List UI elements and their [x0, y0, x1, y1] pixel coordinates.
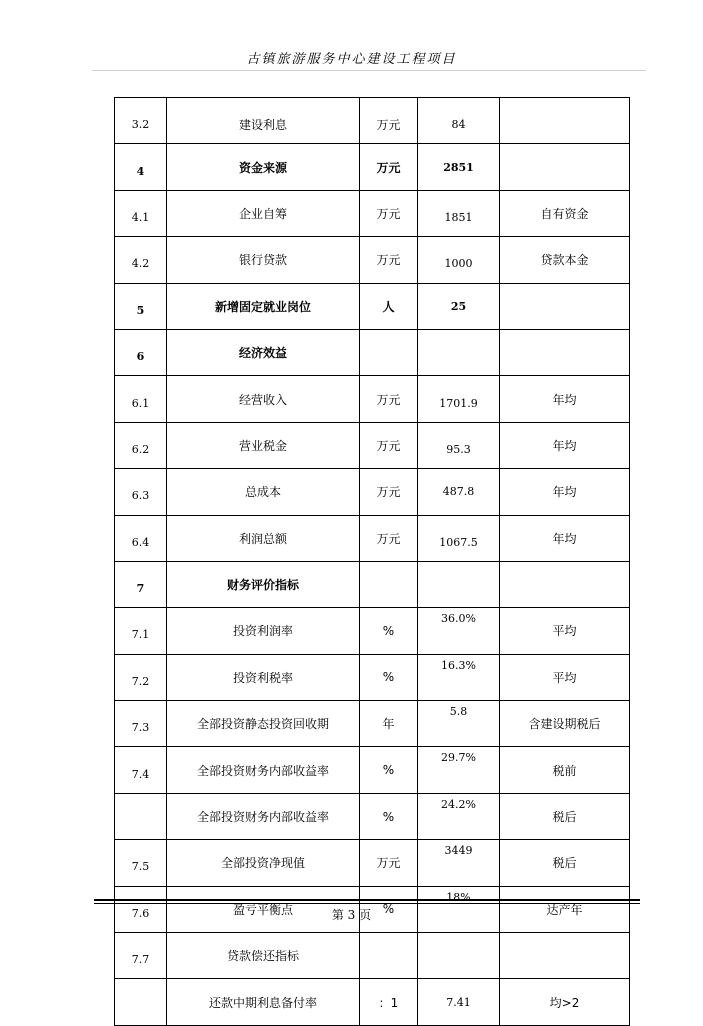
row-unit: 万元	[360, 376, 418, 422]
project-indicators-table	[114, 97, 630, 1026]
row-number	[115, 793, 167, 839]
row-number: 6.3	[115, 469, 167, 515]
table-row	[115, 422, 630, 468]
row-unit: 万元	[360, 422, 418, 468]
row-value: 25	[418, 283, 500, 329]
row-note: 年均	[500, 376, 630, 422]
row-unit	[360, 561, 418, 607]
row-value: 18%	[418, 886, 500, 932]
row-number: 6.1	[115, 376, 167, 422]
row-note: 贷款本金	[500, 237, 630, 283]
row-item-name: 财务评价指标	[167, 561, 360, 607]
row-value: 29.7%	[418, 747, 500, 793]
table-row	[115, 329, 630, 375]
row-number	[115, 979, 167, 1025]
row-number: 7.3	[115, 701, 167, 747]
row-number: 7.7	[115, 933, 167, 979]
row-value	[418, 561, 500, 607]
row-note: 税后	[500, 840, 630, 886]
row-note: 税前	[500, 747, 630, 793]
row-item-name: 总成本	[167, 469, 360, 515]
row-note: 平均	[500, 608, 630, 654]
table-row	[115, 98, 630, 144]
row-item-name: 全部投资静态投资回收期	[167, 701, 360, 747]
row-value	[418, 933, 500, 979]
row-item-name: 投资利润率	[167, 608, 360, 654]
row-value: 36.0%	[418, 608, 500, 654]
row-unit: %	[360, 654, 418, 700]
row-note	[500, 329, 630, 375]
table-row	[115, 376, 630, 422]
row-unit: 万元	[360, 190, 418, 236]
row-unit: %	[360, 793, 418, 839]
row-value: 24.2%	[418, 793, 500, 839]
row-unit: 人	[360, 283, 418, 329]
row-unit: ：1	[360, 979, 418, 1025]
table-row	[115, 793, 630, 839]
row-value: 95.3	[418, 422, 500, 468]
row-value: 487.8	[418, 469, 500, 515]
row-number: 6.4	[115, 515, 167, 561]
row-number: 3.2	[115, 98, 167, 144]
row-note: 年均	[500, 469, 630, 515]
row-note: 自有资金	[500, 190, 630, 236]
page-number: 第 3 页	[331, 908, 372, 922]
row-unit: 万元	[360, 144, 418, 190]
row-value: 3449	[418, 840, 500, 886]
row-number: 6.2	[115, 422, 167, 468]
row-note	[500, 283, 630, 329]
row-number: 4	[115, 144, 167, 190]
row-value: 16.3%	[418, 654, 500, 700]
row-number: 7	[115, 561, 167, 607]
row-note: 含建设期税后	[500, 701, 630, 747]
row-unit: 万元	[360, 469, 418, 515]
table-row	[115, 701, 630, 747]
row-note	[500, 98, 630, 144]
row-item-name: 营业税金	[167, 422, 360, 468]
row-unit: %	[360, 747, 418, 793]
row-number: 6	[115, 329, 167, 375]
row-number: 4.1	[115, 190, 167, 236]
table-row	[115, 747, 630, 793]
row-number: 7.2	[115, 654, 167, 700]
table-row	[115, 840, 630, 886]
row-unit: 万元	[360, 515, 418, 561]
row-unit: %	[360, 608, 418, 654]
row-value: 84	[418, 98, 500, 144]
row-item-name: 经营收入	[167, 376, 360, 422]
row-item-name: 企业自筹	[167, 190, 360, 236]
table-row	[115, 469, 630, 515]
row-note: 年均	[500, 515, 630, 561]
header-divider	[92, 70, 646, 71]
row-note	[500, 561, 630, 607]
row-item-name: 利润总额	[167, 515, 360, 561]
table-row	[115, 515, 630, 561]
row-note: 年均	[500, 422, 630, 468]
row-item-name: 全部投资财务内部收益率	[167, 747, 360, 793]
row-unit: %	[360, 886, 418, 932]
row-item-name: 投资利税率	[167, 654, 360, 700]
table-row	[115, 190, 630, 236]
row-item-name: 贷款偿还指标	[167, 933, 360, 979]
row-value: 7.41	[418, 979, 500, 1025]
row-value: 1851	[418, 190, 500, 236]
row-item-name: 建设利息	[167, 98, 360, 144]
table-row	[115, 144, 630, 190]
table-row	[115, 654, 630, 700]
row-number: 5	[115, 283, 167, 329]
table-row	[115, 608, 630, 654]
table-row	[115, 561, 630, 607]
row-note	[500, 144, 630, 190]
row-unit	[360, 933, 418, 979]
row-value: 2851	[418, 144, 500, 190]
footer-divider-thick	[94, 899, 640, 901]
row-note: 均>2	[500, 979, 630, 1025]
row-number: 7.5	[115, 840, 167, 886]
page-header-title: 古镇旅游服务中心建设工程项目	[246, 52, 457, 67]
row-number: 4.2	[115, 237, 167, 283]
row-item-name: 全部投资财务内部收益率	[167, 793, 360, 839]
row-note: 税后	[500, 793, 630, 839]
row-unit: 万元	[360, 237, 418, 283]
table-row	[115, 933, 630, 979]
row-item-name: 资金来源	[167, 144, 360, 190]
footer-divider-thin	[94, 903, 640, 904]
table-row	[115, 979, 630, 1025]
row-note	[500, 933, 630, 979]
row-value: 1000	[418, 237, 500, 283]
table-row	[115, 237, 630, 283]
row-unit	[360, 329, 418, 375]
row-value: 1067.5	[418, 515, 500, 561]
row-item-name: 银行贷款	[167, 237, 360, 283]
row-item-name: 全部投资净现值	[167, 840, 360, 886]
row-value: 5.8	[418, 701, 500, 747]
row-number: 7.1	[115, 608, 167, 654]
row-number: 7.4	[115, 747, 167, 793]
row-unit: 年	[360, 701, 418, 747]
row-unit: 万元	[360, 98, 418, 144]
row-item-name: 盈亏平衡点	[167, 886, 360, 932]
row-item-name: 还款中期利息备付率	[167, 979, 360, 1025]
row-note: 平均	[500, 654, 630, 700]
row-note: 达产年	[500, 886, 630, 932]
row-number: 7.6	[115, 886, 167, 932]
table-row	[115, 283, 630, 329]
row-item-name: 经济效益	[167, 329, 360, 375]
row-value	[418, 329, 500, 375]
row-unit: 万元	[360, 840, 418, 886]
row-value: 1701.9	[418, 376, 500, 422]
row-item-name: 新增固定就业岗位	[167, 283, 360, 329]
